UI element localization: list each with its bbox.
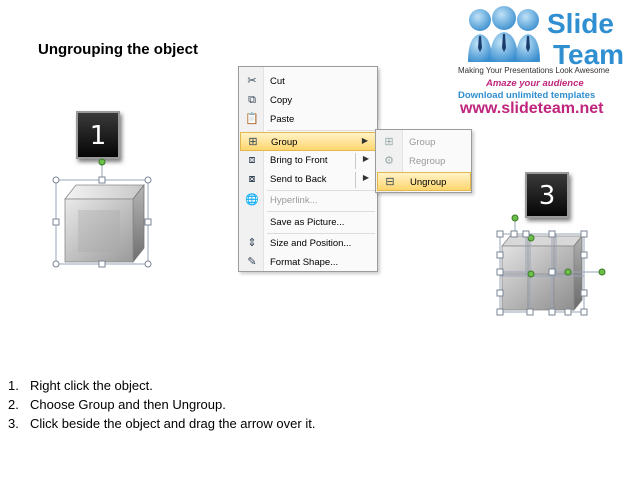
split-separator (355, 172, 356, 188)
step-badge-3: 3 (525, 172, 569, 218)
logo-download-text: Download unlimited templates (458, 90, 596, 101)
context-menu (238, 66, 378, 272)
menu-item-label: Size and Position... (270, 238, 352, 249)
logo-tagline: Making Your Presentations Look Awesome (458, 66, 610, 75)
menu-item-bring-to-front[interactable] (240, 151, 377, 170)
menu-item-paste[interactable] (240, 110, 377, 129)
step-badge-1: 1 (76, 111, 120, 159)
step-number: 1. (8, 378, 19, 393)
menu-item-label: Copy (270, 95, 293, 106)
group-icon: ⊞ (248, 136, 258, 148)
menu-item-cut[interactable] (240, 72, 377, 91)
step-item (8, 414, 315, 433)
step-item (8, 395, 315, 414)
menu-item-label: Format Shape... (270, 257, 339, 268)
logo-slogan: Amaze your audience (486, 78, 584, 89)
format-shape-icon: ✎ (247, 256, 257, 268)
menu-item-label: Save as Picture... (270, 217, 345, 228)
menu-item-copy[interactable] (240, 91, 377, 110)
bring-to-front-icon: ⧈ (248, 154, 256, 166)
menu-item-label: Group (271, 137, 298, 148)
selected-cube-object[interactable] (48, 154, 158, 264)
slideteam-logo (452, 4, 636, 122)
scissors-icon: ✂ (247, 75, 257, 87)
submenu-item-group[interactable] (377, 133, 471, 152)
menu-item-label: Send to Back (270, 174, 327, 185)
logo-url[interactable]: www.slideteam.net (460, 100, 604, 117)
paste-icon: 📋 (245, 113, 259, 125)
menu-item-label: Cut (270, 76, 285, 87)
step-number: 2. (8, 397, 19, 412)
submenu-arrow-icon[interactable]: ▶ (362, 154, 369, 163)
menu-item-label: Hyperlink... (270, 195, 318, 206)
regroup-icon: ⚙ (384, 155, 394, 167)
people-icon (466, 6, 546, 64)
ungroup-icon: ⊟ (385, 176, 395, 188)
step-text: Click beside the object and drag the arrow over it. (30, 416, 316, 431)
submenu-arrow-icon[interactable]: ▶ (362, 173, 369, 182)
step-number: 3. (8, 416, 19, 431)
menu-item-size-and-position[interactable] (240, 234, 377, 253)
menu-item-label: Bring to Front (270, 155, 328, 166)
group-submenu (375, 129, 472, 193)
submenu-item-ungroup[interactable] (377, 172, 471, 191)
copy-icon: ⧉ (248, 94, 256, 106)
submenu-item-regroup[interactable] (377, 152, 471, 171)
menu-item-save-as-picture[interactable] (240, 213, 377, 232)
split-separator (355, 153, 356, 169)
menu-item-group[interactable] (240, 132, 377, 151)
step-text: Right click the object. (30, 378, 153, 393)
submenu-arrow-icon: ▶ (361, 136, 368, 145)
submenu-item-label: Regroup (409, 156, 446, 167)
hyperlink-icon: 🌐 (245, 194, 259, 206)
menu-separator (267, 130, 375, 131)
slide-title: Ungrouping the object (38, 41, 198, 58)
logo-word-team: Team (553, 39, 625, 70)
menu-item-hyperlink[interactable] (240, 191, 377, 210)
instruction-steps (8, 376, 315, 433)
logo-word-slide: Slide (547, 8, 614, 39)
send-to-back-icon: ⧇ (248, 173, 256, 185)
menu-item-send-to-back[interactable] (240, 170, 377, 189)
group-icon: ⊞ (384, 136, 394, 148)
ungrouped-cube-object[interactable] (498, 212, 608, 322)
submenu-item-label: Group (409, 137, 436, 148)
menu-separator (267, 211, 375, 212)
menu-item-format-shape[interactable] (240, 253, 377, 272)
menu-item-label: Paste (270, 114, 295, 125)
step-text: Choose Group and then Ungroup. (30, 397, 226, 412)
size-position-icon: ⇕ (247, 237, 257, 249)
submenu-item-label: Ungroup (410, 177, 447, 188)
step-item (8, 376, 315, 395)
